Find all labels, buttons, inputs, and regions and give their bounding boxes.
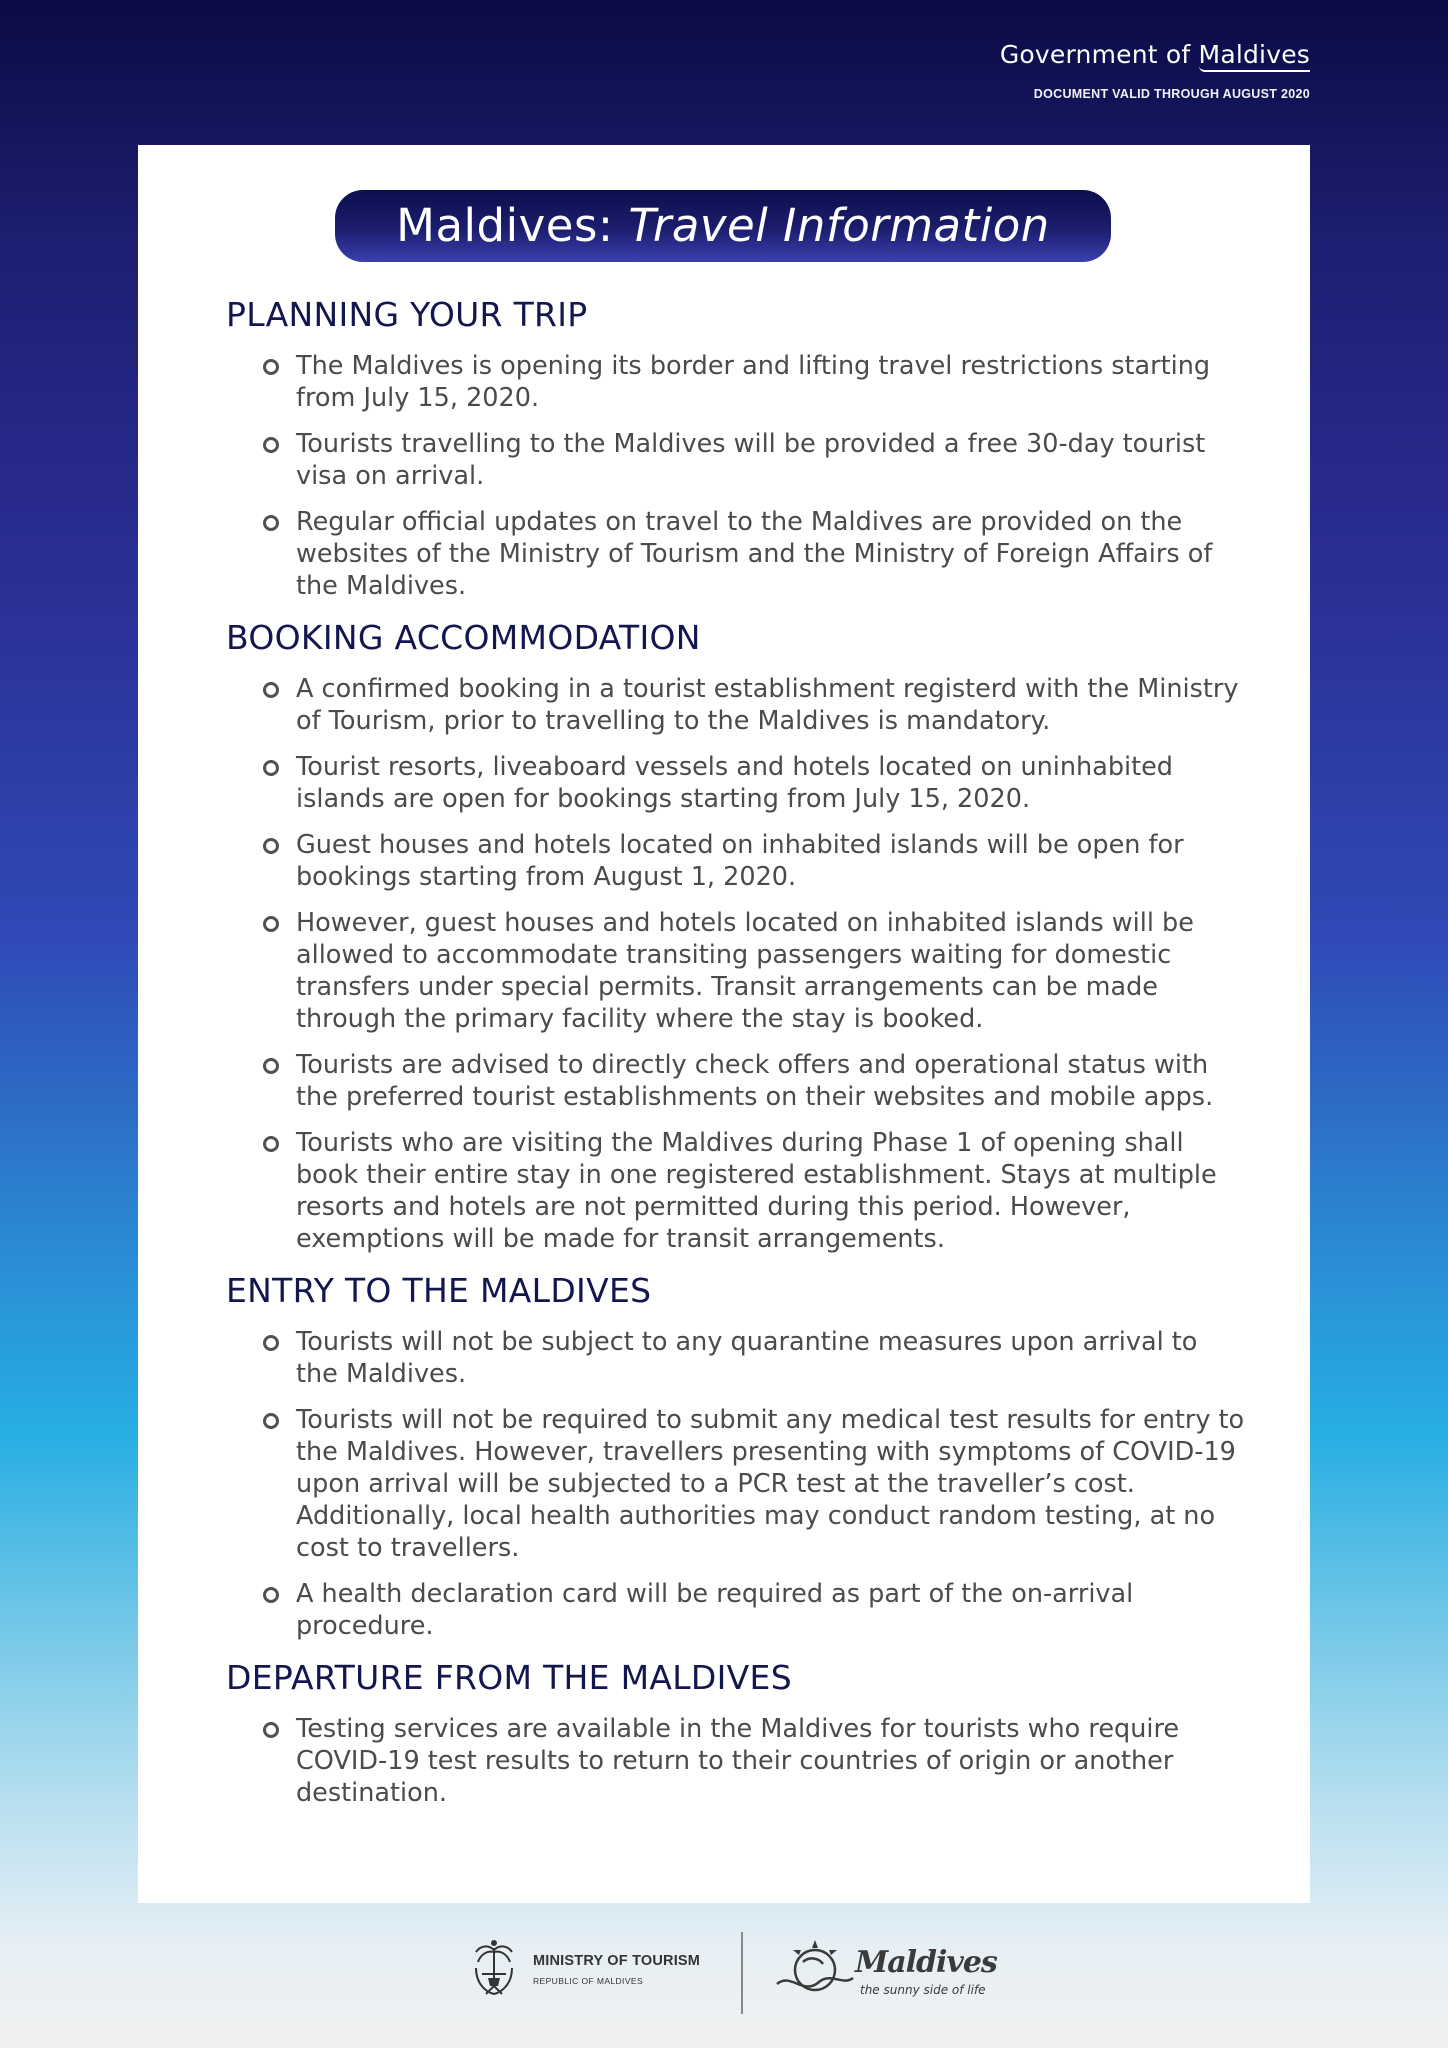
- list-item-text: Regular official updates on travel to the Maldives are provided on the websites of the Ministry of Tourism and the Ministry of Foreign Affairs of the Maldives.: [296, 507, 1213, 601]
- list-item: [226, 1127, 1246, 1255]
- bullet-circle-icon: [263, 682, 279, 698]
- document-validity: DOCUMENT VALID THROUGH AUGUST 2020: [1033, 87, 1310, 101]
- ministry-emblem-icon: [466, 1938, 522, 2000]
- list-item-text: A confirmed booking in a tourist establishment registerd with the Ministry of Tourism, prior to travelling to the Maldives is mandatory.: [296, 674, 1239, 736]
- list-item-text: Tourists who are visiting the Maldives during Phase 1 of opening shall book their entire stay in one registered establishment. Stays at multiple resorts and hotels are not permitted during this period. However, exemptions will be made for transit arrangements.: [296, 1128, 1217, 1254]
- list-item: [226, 1326, 1246, 1390]
- section-heading: ENTRY TO THE MALDIVES: [226, 1271, 652, 1310]
- title-country: Maldives:: [396, 199, 629, 252]
- section-heading: DEPARTURE FROM THE MALDIVES: [226, 1658, 792, 1697]
- bullet-list: [226, 350, 1246, 602]
- info-card: [138, 145, 1310, 1903]
- bullet-circle-icon: [263, 916, 279, 932]
- page-title: [335, 190, 1111, 262]
- bullet-circle-icon: [263, 515, 279, 531]
- section-departure: [226, 1658, 1246, 1809]
- list-item: [226, 673, 1246, 737]
- section-planning: [226, 295, 1246, 602]
- list-item: [226, 350, 1246, 414]
- bullet-circle-icon: [263, 437, 279, 453]
- list-item: [226, 428, 1246, 492]
- bullet-circle-icon: [263, 760, 279, 776]
- bullet-circle-icon: [263, 1413, 279, 1429]
- ministry-subtitle: REPUBLIC OF MALDIVES: [533, 1976, 644, 1986]
- list-item: [226, 907, 1246, 1035]
- bullet-list: [226, 1326, 1246, 1642]
- section-entry: [226, 1271, 1246, 1642]
- ministry-text: [533, 1953, 700, 1986]
- list-item-text: Tourists will not be subject to any quarantine measures upon arrival to the Maldives.: [296, 1327, 1198, 1389]
- content: [226, 295, 1246, 1825]
- section-heading: PLANNING YOUR TRIP: [226, 295, 588, 334]
- government-country: Maldives: [1199, 40, 1310, 72]
- list-item: [226, 1713, 1246, 1809]
- brand-tagline: the sunny side of life: [860, 1983, 986, 1997]
- title-subject: Travel Information: [628, 199, 1050, 252]
- list-item: [226, 829, 1246, 893]
- bullet-circle-icon: [263, 1587, 279, 1603]
- brand-wordmark: Maldives: [855, 1945, 997, 1980]
- list-item: [226, 506, 1246, 602]
- list-item-text: Testing services are available in the Maldives for tourists who require COVID-19 test results to return to their countries of origin or another destination.: [296, 1714, 1180, 1808]
- list-item: [226, 751, 1246, 815]
- government-header: [1000, 40, 1310, 101]
- bullet-circle-icon: [263, 1722, 279, 1738]
- footer: [0, 1930, 1448, 2020]
- bullet-circle-icon: [263, 359, 279, 375]
- government-title: [1000, 40, 1310, 69]
- bullet-circle-icon: [263, 1058, 279, 1074]
- list-item-text: Tourists travelling to the Maldives will be provided a free 30-day tourist visa on arrival.: [296, 429, 1206, 491]
- footer-divider: [741, 1932, 743, 2014]
- bullet-list: [226, 1713, 1246, 1809]
- bullet-circle-icon: [263, 1136, 279, 1152]
- list-item: [226, 1404, 1246, 1564]
- ministry-name: MINISTRY OF TOURISM: [533, 1953, 701, 1969]
- list-item-text: A health declaration card will be required as part of the on-arrival procedure.: [296, 1579, 1134, 1641]
- list-item-text: Tourists will not be required to submit any medical test results for entry to the Maldives. However, travellers presenting with symptoms of COVID-19 upon arrival will be subjected to a PCR test at the traveller’s cost. Additionally, local health authorities may conduct random testing, at no cost to travellers.: [296, 1405, 1245, 1563]
- list-item-text: The Maldives is opening its border and lifting travel restrictions starting from July 15, 2020.: [296, 351, 1211, 413]
- section-heading: BOOKING ACCOMMODATION: [226, 618, 701, 657]
- list-item: [226, 1049, 1246, 1113]
- list-item-text: However, guest houses and hotels located on inhabited islands will be allowed to accommodate transiting passengers waiting for domestic transfers under special permits. Transit arrangements can be made through the primary facility where the stay is booked.: [296, 908, 1194, 1034]
- list-item: [226, 1578, 1246, 1642]
- list-item-text: Tourist resorts, liveaboard vessels and hotels located on uninhabited islands are open for bookings starting from July 15, 2020.: [296, 752, 1173, 814]
- bullet-circle-icon: [263, 838, 279, 854]
- bullet-circle-icon: [263, 1335, 279, 1351]
- list-item-text: Tourists are advised to directly check offers and operational status with the preferred tourist establishments on their websites and mobile apps.: [296, 1050, 1214, 1112]
- bullet-list: [226, 673, 1246, 1255]
- section-booking: [226, 618, 1246, 1255]
- list-item-text: Guest houses and hotels located on inhabited islands will be open for bookings starting from August 1, 2020.: [296, 830, 1184, 892]
- government-prefix: Government of: [999, 40, 1199, 69]
